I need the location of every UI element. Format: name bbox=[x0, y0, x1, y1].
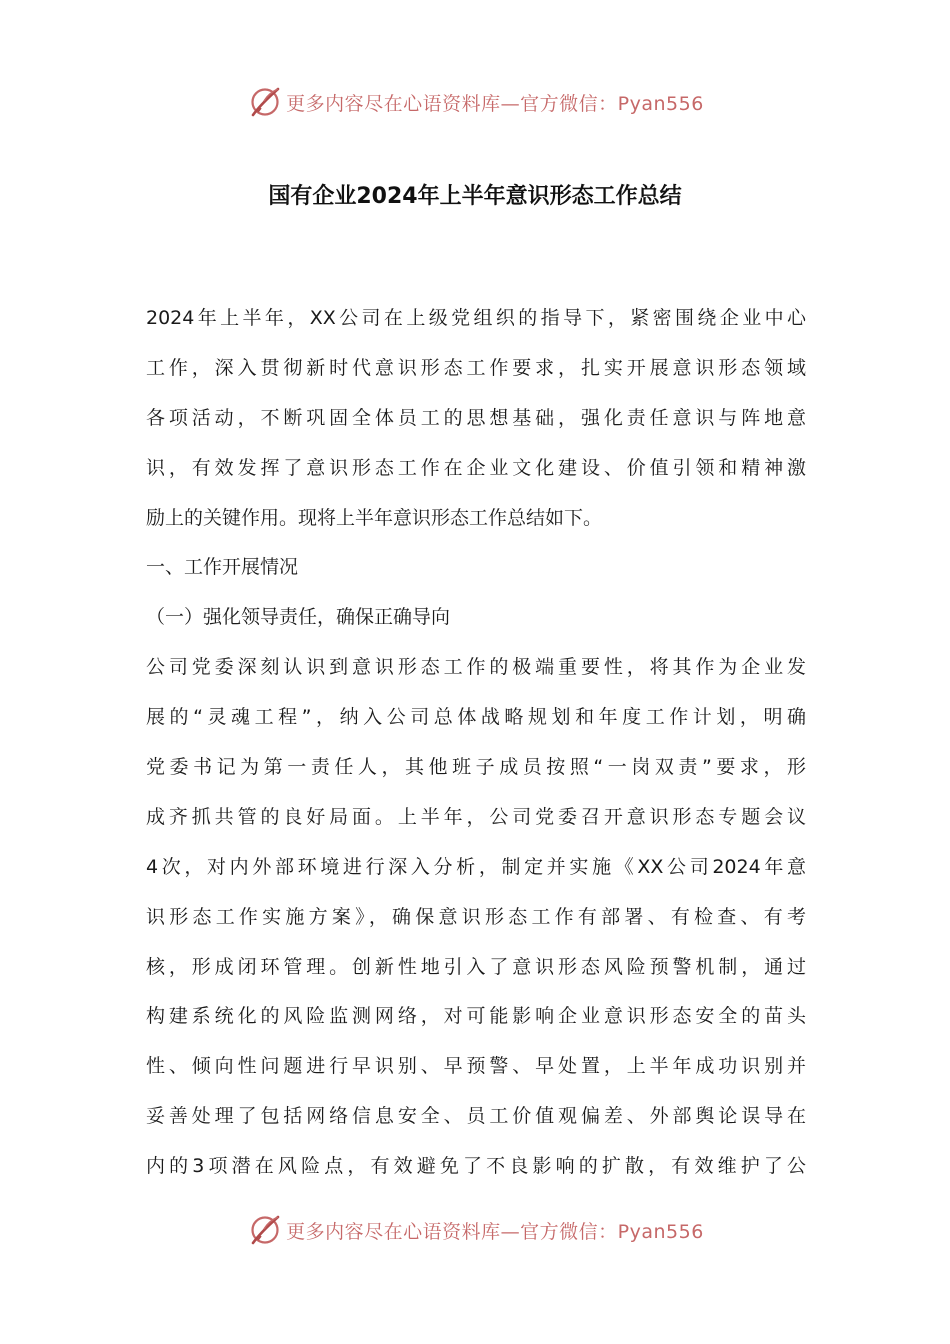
header-banner bbox=[0, 80, 950, 124]
banner-text: 更多内容尽在心语资料库— bbox=[286, 92, 521, 115]
body-line: 公司党委深刻认识到意识形态工作的极端重要性，将其作为企业发 bbox=[146, 656, 806, 679]
subsection-heading: （一）强化领导责任，确保正确导向 bbox=[146, 606, 451, 629]
body-line: 工作，深入贯彻新时代意识形态工作要求，扎实开展意识形态领域 bbox=[146, 356, 806, 379]
body-line: 成齐抓共管的良好局面。上半年，公司党委召开意识形态专题会议 bbox=[146, 805, 806, 828]
body-line: 2024年上半年，XX公司在上级党组织的指导下，紧密围绕企业中心 bbox=[146, 307, 806, 329]
body-line: 妥善处理了包括网络信息安全、员工价值观偏差、外部舆论误导在 bbox=[146, 1105, 806, 1128]
banner-wechat: 官方微信：Pyan556 bbox=[520, 1220, 704, 1243]
footer-banner bbox=[0, 1208, 950, 1252]
body-line: 内的3项潜在风险点，有效避免了不良影响的扩散，有效维护了公 bbox=[146, 1155, 806, 1178]
body-line: 识形态工作实施方案》，确保意识形态工作有部署、有检查、有考 bbox=[146, 905, 806, 928]
document-body bbox=[146, 294, 806, 1192]
body-line: 核，形成闭环管理。创新性地引入了意识形态风险预警机制，通过 bbox=[146, 955, 806, 978]
body-line: 识，有效发挥了意识形态工作在企业文化建设、价值引领和精神激 bbox=[146, 456, 806, 479]
body-line: 各项活动，不断巩固全体员工的思想基础，强化责任意识与阵地意 bbox=[146, 406, 806, 429]
quill-logo-icon bbox=[246, 1211, 284, 1249]
banner-wechat: 官方微信：Pyan556 bbox=[520, 92, 704, 115]
body-line: 党委书记为第一责任人，其他班子成员按照“一岗双责”要求，形 bbox=[146, 756, 806, 779]
body-line: 性、倾向性问题进行早识别、早预警、早处置，上半年成功识别并 bbox=[146, 1055, 806, 1078]
body-line: 励上的关键作用。现将上半年意识形态工作总结如下。 bbox=[146, 506, 603, 529]
banner-text: 更多内容尽在心语资料库— bbox=[286, 1220, 521, 1243]
body-line: 构建系统化的风险监测网络，对可能影响企业意识形态安全的苗头 bbox=[146, 1005, 806, 1028]
quill-logo-icon bbox=[246, 83, 284, 121]
document-title: 国有企业2024年上半年意识形态工作总结 bbox=[268, 184, 682, 209]
section-heading: 一、工作开展情况 bbox=[146, 556, 299, 579]
body-line: 4次，对内外部环境进行深入分析，制定并实施《XX公司2024年意 bbox=[146, 855, 806, 878]
body-line: 展的“灵魂工程”，纳入公司总体战略规划和年度工作计划，明确 bbox=[146, 706, 806, 729]
